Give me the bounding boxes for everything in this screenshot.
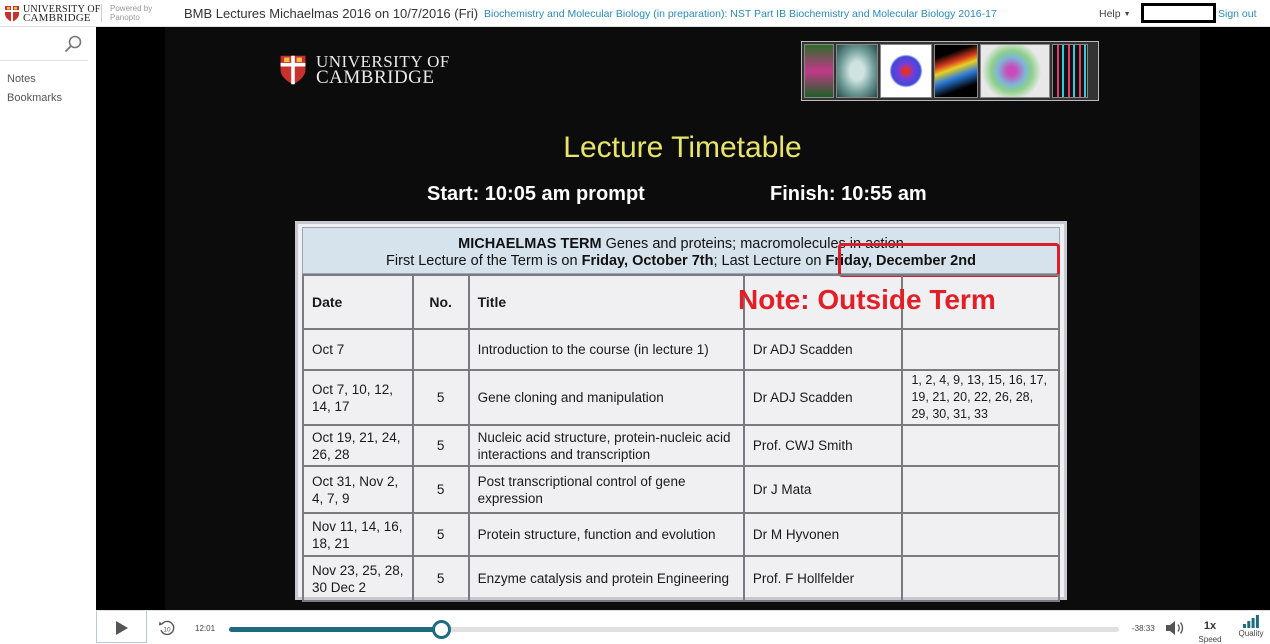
- speed-control[interactable]: [1195, 616, 1225, 644]
- finish-time-label: Finish: 10:55 am: [770, 183, 927, 205]
- caret-down-icon: ▼: [1123, 11, 1131, 18]
- crest-icon: [4, 5, 20, 23]
- slide-title: Lecture Timetable: [563, 131, 802, 164]
- table-row: [303, 513, 1059, 556]
- row-title: Enzyme catalysis and protein Engineering: [469, 556, 744, 601]
- logo-text: [23, 5, 101, 23]
- cell-image: [836, 44, 878, 98]
- help-menu[interactable]: [1099, 8, 1131, 20]
- logo-line-2: CAMBRIDGE: [23, 11, 91, 24]
- row-title: Introduction to the course (in lecture 1): [469, 329, 744, 370]
- row-refs: [902, 466, 1059, 513]
- search-icon[interactable]: [64, 35, 82, 53]
- svg-text:10: 10: [163, 626, 171, 634]
- column-header-title: Title: [469, 275, 744, 329]
- microscopy-image: [804, 44, 834, 98]
- term-subtitle: Genes and proteins; macromolecules in action: [601, 236, 904, 252]
- heatmap-image: [934, 44, 978, 98]
- slide-university-logo: [278, 54, 450, 86]
- term-name: MICHAELMAS TERM: [458, 236, 602, 252]
- row-title: Gene cloning and manipulation: [469, 370, 744, 425]
- top-header: [0, 0, 1270, 27]
- table-row: [303, 425, 1059, 466]
- table-row: [303, 329, 1059, 370]
- last-lecture-date: Friday, December 2nd: [825, 253, 976, 269]
- progress-fill: [229, 627, 441, 632]
- row-refs: [902, 513, 1059, 556]
- quality-control[interactable]: [1235, 615, 1267, 638]
- sidebar-item-notes[interactable]: Notes: [7, 73, 36, 85]
- row-lecturer: Prof. F Hollfelder: [744, 556, 903, 601]
- progress-slider[interactable]: [229, 627, 1119, 632]
- row-lecturer: Dr M Hyvonen: [744, 513, 903, 556]
- table-row: [303, 556, 1059, 601]
- logo-line-1: UNIVERSITY OF: [23, 3, 101, 15]
- row-no: [413, 329, 469, 370]
- row-title: Nucleic acid structure, protein-nucleic acid interactions and transcription: [469, 425, 744, 466]
- video-player[interactable]: [96, 27, 1270, 610]
- sidebar-item-bookmarks[interactable]: Bookmarks: [7, 92, 63, 104]
- sign-out-link[interactable]: Sign out: [1218, 8, 1257, 20]
- protein-structure-image: [980, 44, 1050, 98]
- first-lecture-date: Friday, October 7th: [581, 253, 714, 269]
- table-row: [303, 370, 1059, 425]
- row-no: 5: [413, 556, 469, 601]
- column-header-no: No.: [413, 275, 469, 329]
- first-lecture-prefix: First Lecture of the Term is on: [386, 253, 582, 269]
- signal-bars-icon: [1243, 615, 1259, 628]
- timetable-table: [302, 274, 1060, 602]
- quality-label: Quality: [1238, 629, 1264, 638]
- row-no: 5: [413, 513, 469, 556]
- last-lecture-prefix: ; Last Lecture on: [713, 253, 826, 269]
- folder-link[interactable]: Biochemistry and Molecular Biology (in preparation): NST Part IB Biochemistry and Molecular Biology 2016-17: [484, 8, 997, 20]
- row-no: 5: [413, 425, 469, 466]
- row-date: Oct 7, 10, 12, 14, 17: [303, 370, 413, 425]
- help-label: Help: [1099, 8, 1121, 20]
- slide-logo-line-2: CAMBRIDGE: [316, 67, 435, 88]
- slide-image-strip: [801, 41, 1099, 101]
- rewind-10-icon[interactable]: [158, 619, 176, 637]
- search-input[interactable]: [0, 27, 88, 61]
- row-lecturer: Dr J Mata: [744, 466, 903, 513]
- row-title: Post transcriptional control of gene expression: [469, 466, 744, 513]
- row-refs: 1, 2, 4, 9, 13, 15, 16, 17, 19, 21, 20, 22, 26, 28, 29, 30, 31, 33: [902, 370, 1059, 425]
- row-refs: [902, 425, 1059, 466]
- timetable: [295, 221, 1067, 600]
- powered-by-line-2: Panopto: [110, 13, 140, 22]
- row-date: Oct 19, 21, 24, 26, 28: [303, 425, 413, 466]
- row-date: Oct 31, Nov 2, 4, 7, 9: [303, 466, 413, 513]
- user-name-box[interactable]: [1141, 3, 1216, 23]
- slide-frame: [165, 27, 1200, 610]
- slide-logo-text: [316, 54, 450, 86]
- powered-by: [101, 4, 152, 22]
- speed-value: 1x: [1203, 620, 1217, 632]
- flower-diagram-image: [880, 44, 932, 98]
- sidebar: [0, 27, 96, 642]
- row-title: Protein structure, function and evolution: [469, 513, 744, 556]
- outside-term-note: Note: Outside Term: [738, 284, 996, 315]
- column-header-date: Date: [303, 275, 413, 329]
- row-date: Oct 7: [303, 329, 413, 370]
- university-logo[interactable]: [4, 3, 101, 24]
- row-refs: [902, 556, 1059, 601]
- remaining-time: -38:33: [1132, 624, 1155, 633]
- play-icon: [116, 621, 128, 635]
- powered-by-line-1: Powered by: [110, 4, 153, 13]
- row-no: 5: [413, 370, 469, 425]
- current-time: 12:01: [195, 624, 216, 633]
- slide-logo-line-1: UNIVERSITY OF: [316, 52, 450, 71]
- start-time-label: Start: 10:05 am prompt: [427, 183, 645, 205]
- player-controls: [96, 610, 1270, 642]
- row-lecturer: Prof. CWJ Smith: [744, 425, 903, 466]
- row-date: Nov 23, 25, 28, 30 Dec 2: [303, 556, 413, 601]
- last-lecture-highlight: [838, 243, 1060, 277]
- crest-icon: [278, 54, 308, 86]
- row-lecturer: Dr ADJ Scadden: [744, 329, 903, 370]
- progress-handle[interactable]: [432, 620, 451, 639]
- row-no: 5: [413, 466, 469, 513]
- speed-label: Speed: [1198, 635, 1222, 644]
- volume-icon[interactable]: [1165, 620, 1185, 636]
- play-button[interactable]: [96, 611, 147, 643]
- row-date: Nov 11, 14, 16, 18, 21: [303, 513, 413, 556]
- row-lecturer: Dr ADJ Scadden: [744, 370, 903, 425]
- table-row: [303, 466, 1059, 513]
- session-title: BMB Lectures Michaelmas 2016 on 10/7/2016 (Fri): [184, 6, 479, 21]
- gel-image: [1052, 44, 1088, 98]
- row-refs: [902, 329, 1059, 370]
